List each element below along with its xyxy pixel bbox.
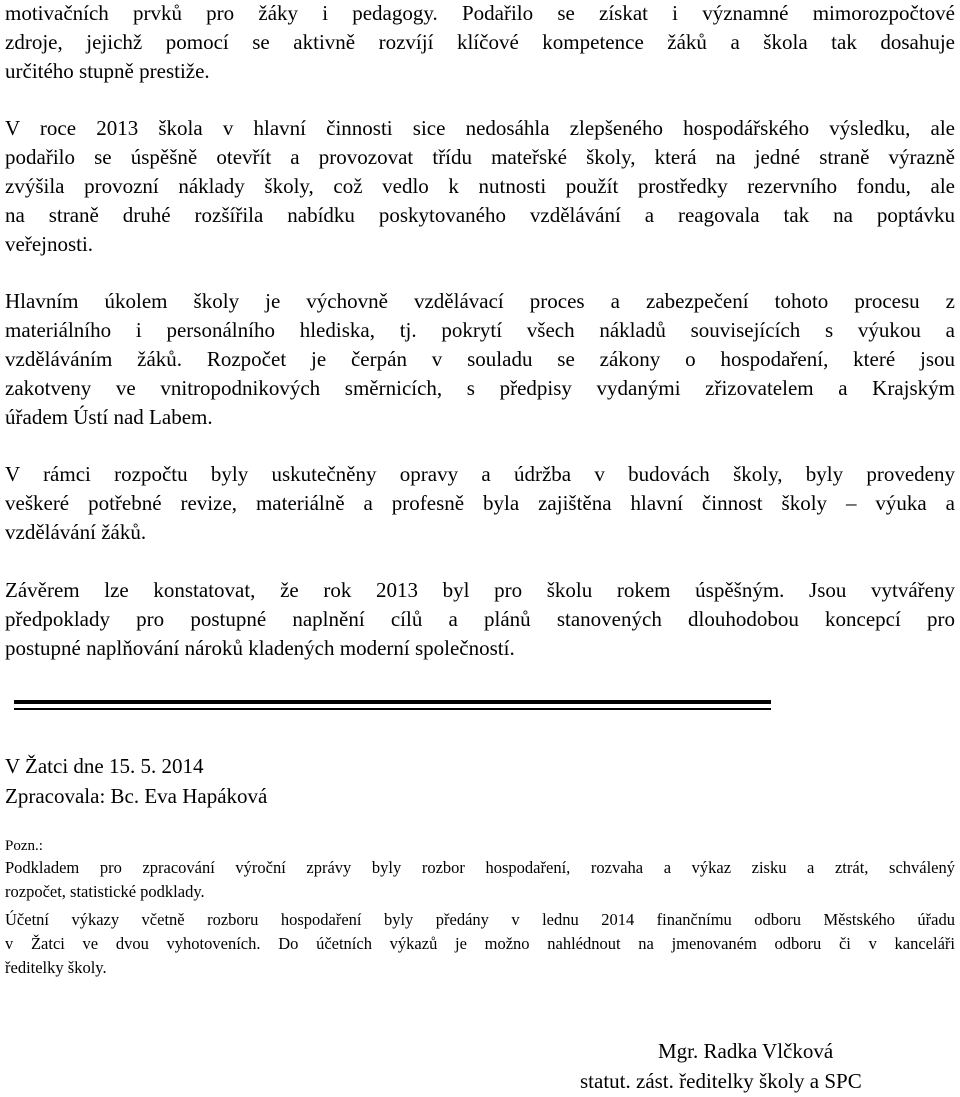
signatory-name: Mgr. Radka Vlčková — [658, 1039, 834, 1063]
signature-block — [580, 1036, 940, 1096]
prepared-by: Zpracovala: Bc. Eva Hapáková — [5, 784, 268, 808]
text-line: zdroje, jejichž pomocí se aktivně rozvíjí klíčové kompetence žáků a škola tak dosahuje — [5, 30, 955, 54]
double-rule-bottom — [14, 708, 771, 710]
text-line: motivačních prvků pro žáky i pedagogy. Podařilo se získat i významné mimorozpočtové — [5, 1, 955, 25]
text-line: předpoklady pro postupné naplnění cílů a plánů stanovených dlouhodobou koncepcí pro — [5, 607, 955, 631]
text-line: podařilo se úspěšně otevřít a provozovat třídu mateřské školy, která na jedné straně výrazně — [5, 145, 955, 169]
signatory-title: statut. zást. ředitelky školy a SPC — [580, 1069, 862, 1093]
text-line: vzděláváním žáků. Rozpočet je čerpán v souladu se zákony o hospodaření, které jsou — [5, 347, 955, 371]
note-line: rozpočet, statistické podklady. — [5, 882, 205, 901]
paragraph-motivation — [5, 0, 955, 86]
text-line: určitého stupně prestiže. — [5, 59, 210, 83]
paragraph-economic-result — [5, 114, 955, 259]
text-line: zakotveny ve vnitropodnikových směrnicích, s předpisy vydanými zřizovatelem a Krajským — [5, 376, 955, 400]
text-line: postupné naplňování nároků kladených moderní společností. — [5, 636, 515, 660]
text-line: V rámci rozpočtu byly uskutečněny opravy a údržba v budovách školy, byly provedeny — [5, 462, 955, 486]
text-line: vzdělávání žáků. — [5, 520, 147, 544]
text-line: úřadem Ústí nad Labem. — [5, 405, 213, 429]
paragraph-main-task — [5, 287, 955, 432]
text-line: na straně druhé rozšířila nabídku poskytovaného vzdělávání a reagovala tak na poptávku — [5, 203, 955, 227]
double-rule-top — [14, 700, 771, 704]
text-line: V roce 2013 škola v hlavní činnosti sice nedosáhla zlepšeného hospodářského výsledku, ale — [5, 116, 955, 140]
text-line: veřejnosti. — [5, 232, 94, 256]
text-line: zvýšila provozní náklady školy, což vedlo k nutnosti použít prostředky rezervního fondu, ale — [5, 174, 955, 198]
note-label: Pozn.: — [5, 838, 43, 854]
note-line: Účetní výkazy včetně rozboru hospodaření byly předány v lednu 2014 finančnímu odboru Městského úřadu — [5, 910, 955, 929]
note-block — [5, 836, 955, 980]
paragraph-repairs — [5, 460, 955, 547]
paragraph-conclusion — [5, 576, 955, 663]
text-line: Hlavním úkolem školy je výchovně vzdělávací proces a zabezpečení tohoto procesu z — [5, 289, 955, 313]
text-line: materiálního i personálního hlediska, tj. pokrytí všech nákladů souvisejících s výukou a — [5, 318, 955, 342]
note-line: Podkladem pro zpracování výroční zprávy byly rozbor hospodaření, rozvaha a výkaz zisku a ztrát, schválený — [5, 858, 955, 877]
place-date-block — [5, 751, 955, 811]
text-line: Závěrem lze konstatovat, že rok 2013 byl pro školu rokem úspěšným. Jsou vytvářeny — [5, 578, 955, 602]
place-date: V Žatci dne 15. 5. 2014 — [5, 754, 204, 778]
note-line: v Žatci ve dvou vyhotoveních. Do účetních výkazů je možno nahlédnout na jmenovaném odboru či v kanceláři — [5, 934, 955, 953]
note-line: ředitelky školy. — [5, 958, 107, 977]
text-line: veškeré potřebné revize, materiálně a profesně byla zajištěna hlavní činnost školy – výuka a — [5, 491, 955, 515]
